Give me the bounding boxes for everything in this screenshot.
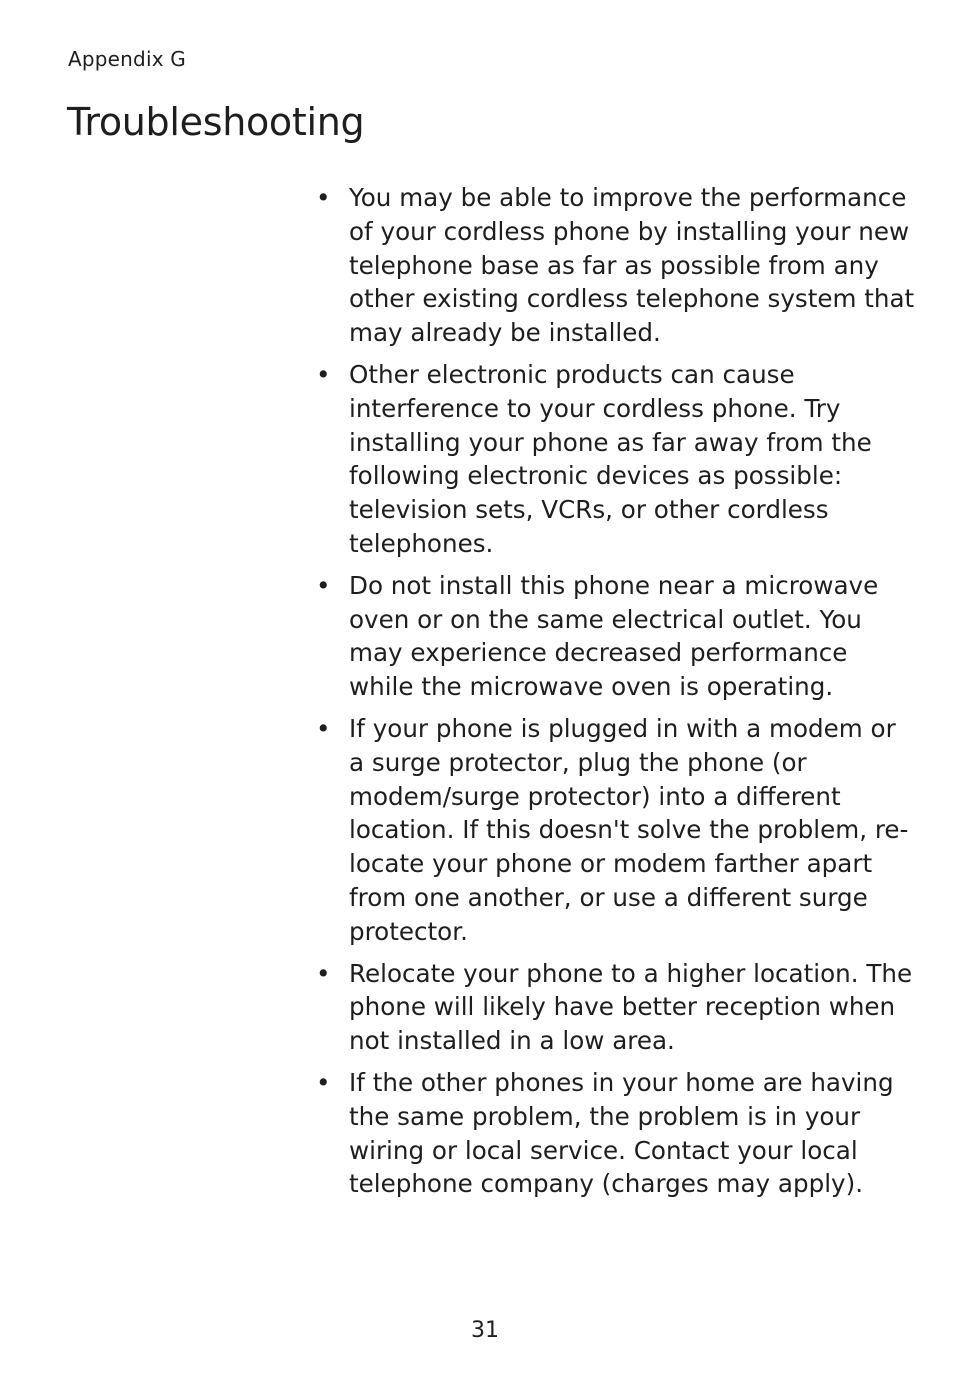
list-item-text: Do not install this phone near a microwave oven or on the same electrical outlet. You may experience decreased performance while the microwave oven is operating. [349,570,879,702]
bullet-icon: • [316,958,331,988]
page-number: 31 [471,1318,499,1343]
bullet-icon: • [316,570,331,600]
list-item [316,712,916,949]
section-label: Appendix G [68,47,186,71]
list-item [316,569,916,704]
bullet-icon: • [316,1067,331,1097]
list-item [316,181,916,350]
list-item-text: You may be able to improve the performance of your cordless phone by installing your new telephone base as far as possible from any other existing cordless telephone system that may already be installed. [349,183,915,348]
list-item [316,957,916,1058]
bullet-icon: • [316,183,331,212]
list-item-text: If your phone is plugged in with a modem or a surge protector, plug the phone (or modem/surge protector) into a different location. If this doesn't solve the problem, re-locate your phone or modem farther apart from one another, or use a different surge protector. [349,713,909,946]
troubleshooting-list [316,181,916,1209]
list-item-text: Relocate your phone to a higher location. The phone will likely have better reception when not installed in a low area. [349,958,913,1056]
list-item [316,1066,916,1201]
bullet-icon: • [316,713,331,743]
list-item-text: Other electronic products can cause interference to your cordless phone. Try installing your phone as far away from the following electronic devices as possible: television sets, VCRs, or other cordless telephones. [349,359,872,558]
list-item-text: If the other phones in your home are having the same problem, the problem is in your wiring or local service. Contact your local telephone company (charges may apply). [349,1067,894,1199]
page-title: Troubleshooting [67,100,365,144]
bullet-icon: • [316,359,331,389]
list-item [316,358,916,561]
